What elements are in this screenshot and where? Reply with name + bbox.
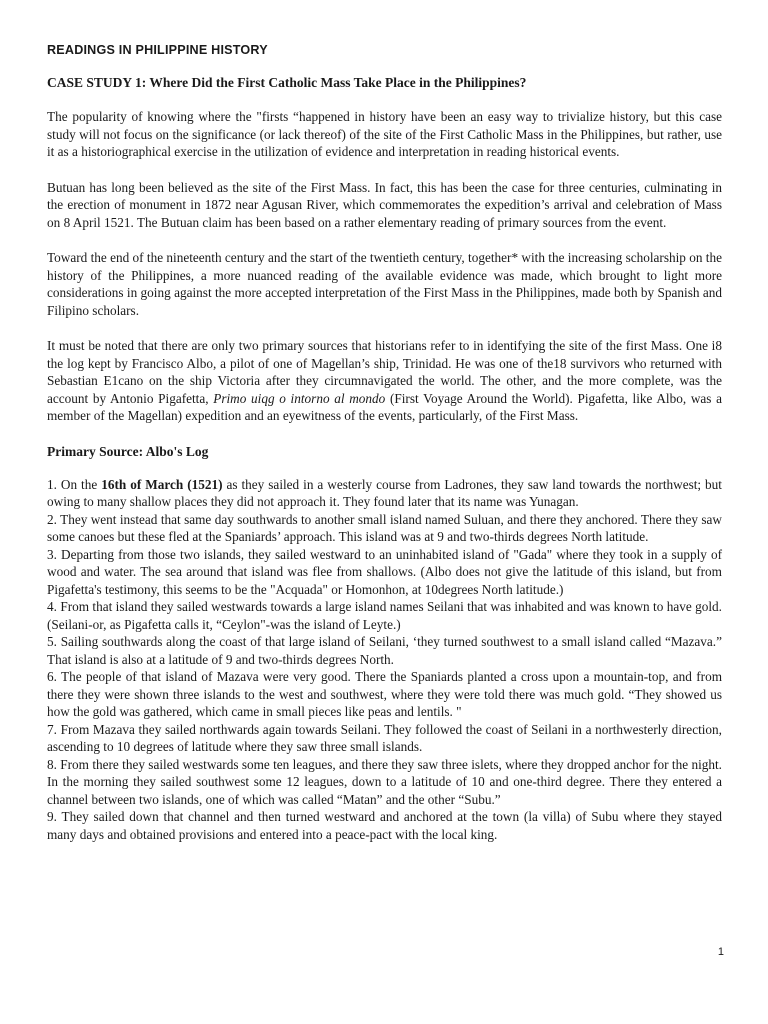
intro-paragraph-4-text-end: (First Voyage Around the World). Pigafetta, like Albo, was a member of the Magellan) expedition and an eyewitness of the events, particularly, of the First Mass. bbox=[47, 390, 722, 423]
list-item: 5. Sailing southwards along the coast of that large island of Seilani, ‘they turned southwest to a small island called “Mazava.” That island is also at a latitude of 9 and two-thirds degrees North. bbox=[47, 634, 722, 667]
list-item: 6. The people of that island of Mazava were very good. There the Spaniards planted a cross upon a mountain-top, and from there they were shown three islands to the west and southwest, where they were told there was much gold. “They showed us how the gold was gathered, which came in small pieces like peas and lentils. " bbox=[47, 669, 722, 719]
list-item: 8. From there they sailed westwards some ten leagues, and there they saw three islets, where they dropped anchor for the night. In the morning they sailed southwest some 12 leagues, down to a latitude of 10 and one-third degree. There they entered a channel between two islands, one of which was called “Matan” and the other “Subu.” bbox=[47, 756, 722, 807]
albo-log-list bbox=[47, 476, 722, 844]
intro-paragraph-3: Toward the end of the nineteenth century and the start of the twentieth century, together* with the increasing scholarship on the history of the Philippines, a more nuanced reading of the available evidence was made, which brought to light more considerations in going against the more accepted interpretation of the First Mass in the Philippines, made both by Spanish and Filipino scholars. bbox=[47, 250, 722, 318]
list-item bbox=[47, 476, 722, 511]
document-page bbox=[47, 42, 722, 843]
list-item: 4. From that island they sailed westwards towards a large island names Seilani that was inhabited and was known to have gold. (Seilani-or, as Pigafetta calls it, “Ceylon"-was the island of Leyte.) bbox=[47, 599, 722, 632]
intro-paragraph-4 bbox=[47, 337, 722, 425]
intro-paragraph-2: Butuan has long been believed as the site of the First Mass. In fact, this has been the case for three centuries, culminating in the erection of monument in 1872 near Agusan River, which commemorates the expedition’s arrival and celebration of Mass on 8 April 1521. The Butuan claim has been based on a rather elementary reading of primary sources from the event. bbox=[47, 179, 722, 230]
list-item: 9. They sailed down that channel and then turned westward and anchored at the town (la villa) of Subu where they stayed many days and obtained provisions and entered into a peace-pact with the local king. bbox=[47, 809, 722, 842]
list-item: 7. From Mazava they sailed northwards again towards Seilani. They followed the coast of Seilani in a northwesterly direction, ascending to 10 degrees of latitude where they saw three small islands. bbox=[47, 721, 722, 754]
page-number: 1 bbox=[717, 946, 724, 958]
list-item-text: as they sailed in a westerly course from Ladrones, they saw land towards the northwest; but owing to many shallow places they did not approach it. They found later that its name was Yunagan. bbox=[47, 476, 722, 509]
intro-paragraph-4-text: It must be noted that there are only two primary sources that historians refer to in identifying the site of the first Mass. One i8 the log kept by Francisco Albo, a pilot of one of Magellan’s ship, Trinidad. He was one of the18 survivors who returned with Sebastian E1cano on the ship Victoria after they circumnavigated the world. The other, and the more complete, was the account by Antonio Pigafetta, bbox=[47, 338, 722, 406]
list-item-lead: 1. On the bbox=[47, 476, 102, 492]
case-study-title: CASE STUDY 1: Where Did the First Catholic Mass Take Place in the Philippines? bbox=[47, 75, 527, 90]
list-item: 2. They went instead that same day southwards to another small island named Suluan, and there they anchored. There they saw some canoes but these fled at the Spaniards’ approach. This island was at 9 and two-thirds degrees North latitude. bbox=[47, 511, 722, 544]
list-item-date: 16th of March (1521) bbox=[101, 476, 223, 492]
pigafetta-book-title: Primo uiqg o intorno al mondo bbox=[213, 390, 386, 406]
list-item: 3. Departing from those two islands, they sailed westward to an uninhabited island of "Gada" where they took in a supply of wood and water. The sea around that island was flee from shallows. (Albo does not give the latitude of this island, but from Pigafetta's testimony, this seems to be the "Acquada" or Homonhon, at 10degrees North latitude.) bbox=[47, 546, 722, 597]
section-heading-albo-log: Primary Source: Albo's Log bbox=[47, 443, 209, 459]
intro-paragraph-1: The popularity of knowing where the "firsts “happened in history have been an easy way to trivialize history, but this case study will not focus on the significance (or lack thereof) of the site of the First Catholic Mass in the Philippines, but rather, use it as a historiographical exercise in the utilization of evidence and interpretation in reading historical events. bbox=[47, 109, 722, 159]
course-title: READINGS IN PHILIPPINE HISTORY bbox=[47, 43, 268, 57]
